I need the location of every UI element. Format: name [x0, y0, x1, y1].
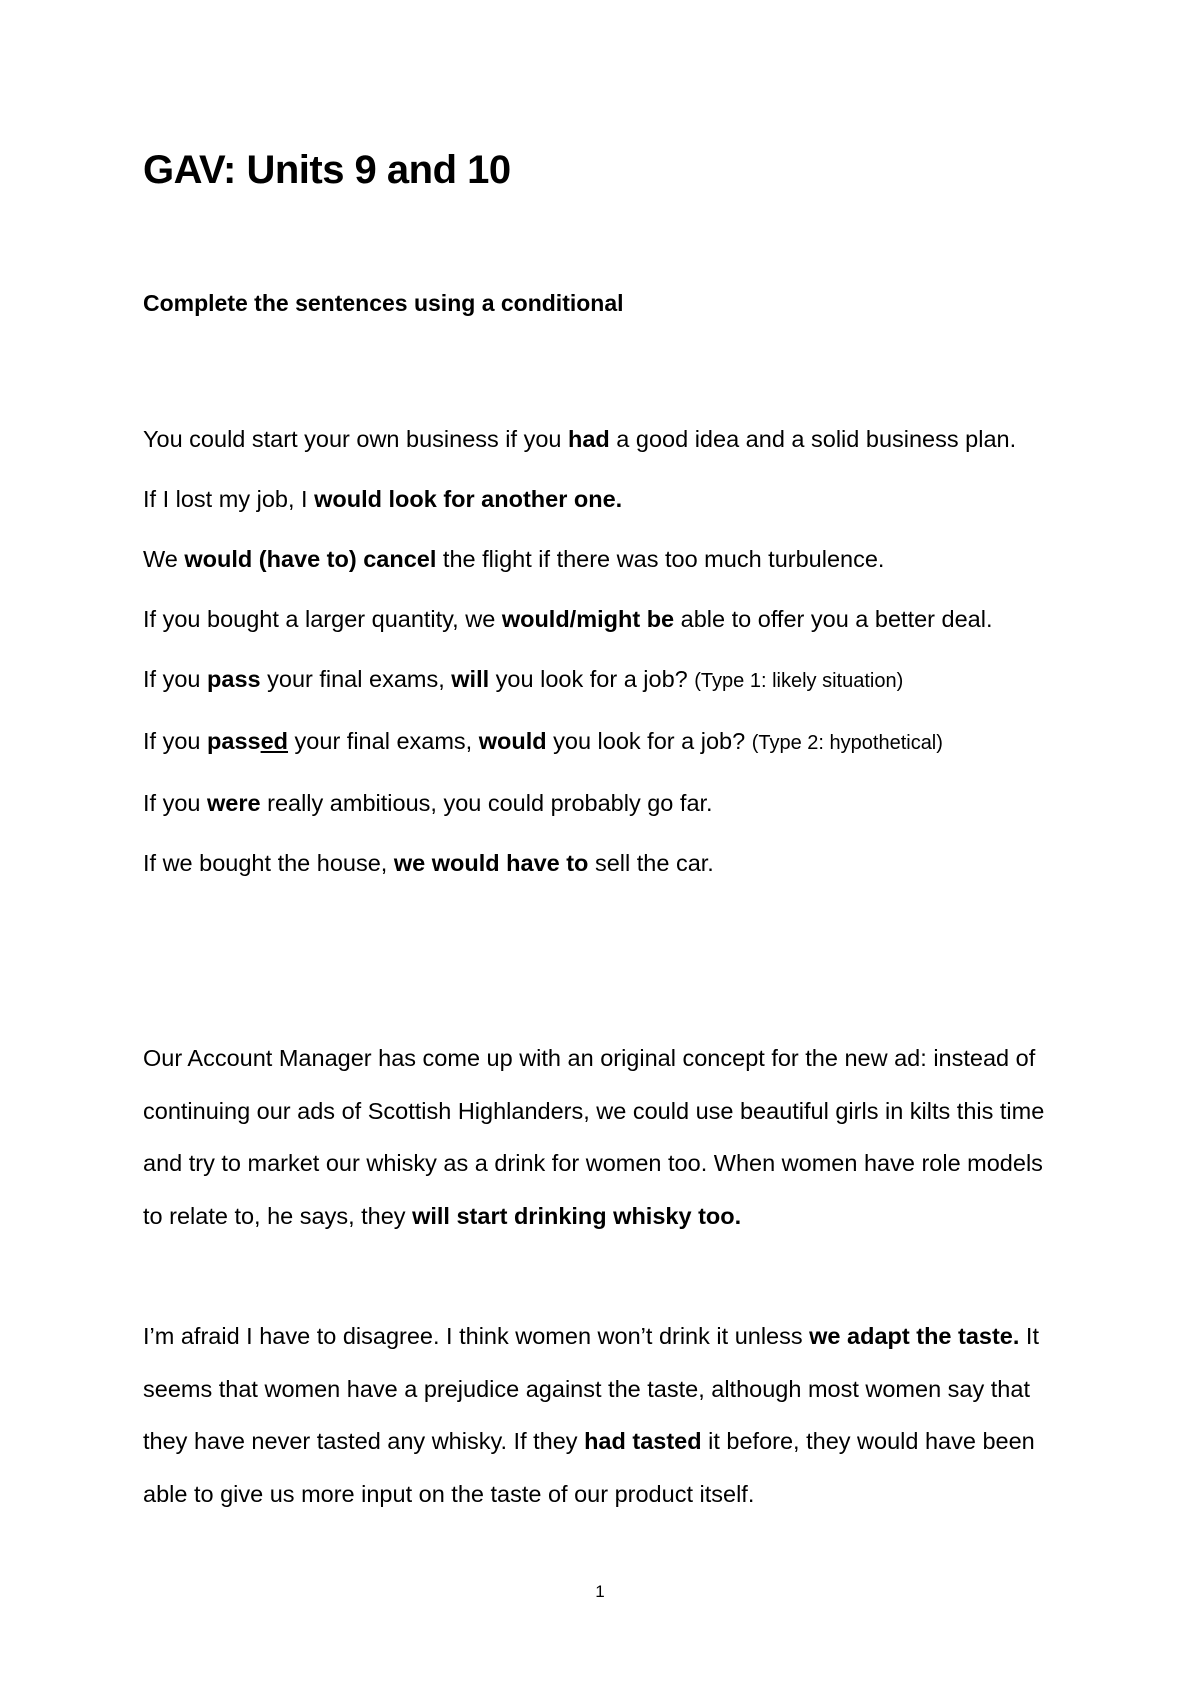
sentence-text: We — [143, 546, 185, 572]
sentence-8 — [143, 844, 1063, 882]
sentence-answer: will — [451, 666, 490, 692]
sentence-text: You could start your own business if you — [143, 426, 568, 452]
paragraph-text: It seems that women have a prejudice against the taste, although most women say that they have never tasted any whisky. If they — [143, 1323, 1039, 1454]
sentence-answer: would look for another one. — [314, 486, 623, 512]
page-title: GAV: Units 9 and 10 — [143, 148, 511, 192]
sentence-answer: would (have to) cancel — [184, 546, 437, 572]
sentence-answer: would — [478, 728, 547, 754]
sentence-3 — [143, 540, 1063, 578]
exercise-instruction: Complete the sentences using a conditional — [143, 290, 624, 316]
paragraph-answer: had tasted — [584, 1428, 702, 1454]
sentence-answer: would/might be — [501, 606, 675, 632]
sentence-text: If you — [143, 666, 208, 692]
sentence-text: If I lost my job, I — [143, 486, 315, 512]
paragraph-text: I’m afraid I have to disagree. I think women won’t drink it unless — [143, 1323, 810, 1349]
sentence-answer: pass — [207, 728, 261, 754]
sentence-5 — [143, 660, 1063, 700]
sentence-4 — [143, 600, 1063, 638]
sentence-text: the flight if there was too much turbulence. — [436, 546, 885, 572]
paragraph-answer: we adapt the taste. — [809, 1323, 1020, 1349]
sentence-text: you look for a job? — [489, 666, 695, 692]
sentence-text: really ambitious, you could probably go far. — [260, 790, 713, 816]
sentence-text: If we bought the house, — [143, 850, 394, 876]
sentence-text: able to offer you a better deal. — [674, 606, 993, 632]
sentence-text: your final exams, — [260, 666, 452, 692]
disagreement-paragraph — [143, 1310, 1063, 1520]
sentence-answer-underlined-suffix: ed — [260, 728, 289, 754]
sentence-text: If you — [143, 790, 208, 816]
sentence-1 — [143, 420, 1063, 458]
sentence-type-note: (Type 2: hypothetical) — [751, 732, 943, 754]
sentence-2 — [143, 480, 1063, 518]
sentence-text: If you bought a larger quantity, we — [143, 606, 502, 632]
sentence-text: your final exams, — [288, 728, 479, 754]
sentence-7 — [143, 784, 1063, 822]
sentence-text: you look for a job? — [546, 728, 752, 754]
sentence-answer: had — [568, 426, 610, 452]
page-number: 1 — [595, 1582, 605, 1601]
sentence-text: If you — [143, 728, 208, 754]
sentence-text: a good idea and a solid business plan. — [609, 426, 1017, 452]
paragraph-text: Our Account Manager has come up with an original concept for the new ad: instead of continuing our ads of Scottish Highlanders, we could use beautiful girls in kilts this time and try to market our whisky as a drink for women too. When women have role models to relate to, he says, they — [143, 1045, 1045, 1229]
paragraph-text: it before, they would have been able to give us more input on the taste of our product itself. — [143, 1428, 1035, 1507]
sentence-list — [143, 420, 1063, 904]
sentence-6 — [143, 722, 1063, 762]
sentence-answer: we would have to — [393, 850, 589, 876]
sentence-text: sell the car. — [588, 850, 714, 876]
sentence-answer: were — [207, 790, 261, 816]
paragraph-answer: will start drinking whisky too. — [412, 1202, 742, 1229]
account-manager-paragraph — [143, 1032, 1063, 1242]
sentence-type-note: (Type 1: likely situation) — [694, 670, 904, 692]
sentence-answer: pass — [207, 666, 261, 692]
